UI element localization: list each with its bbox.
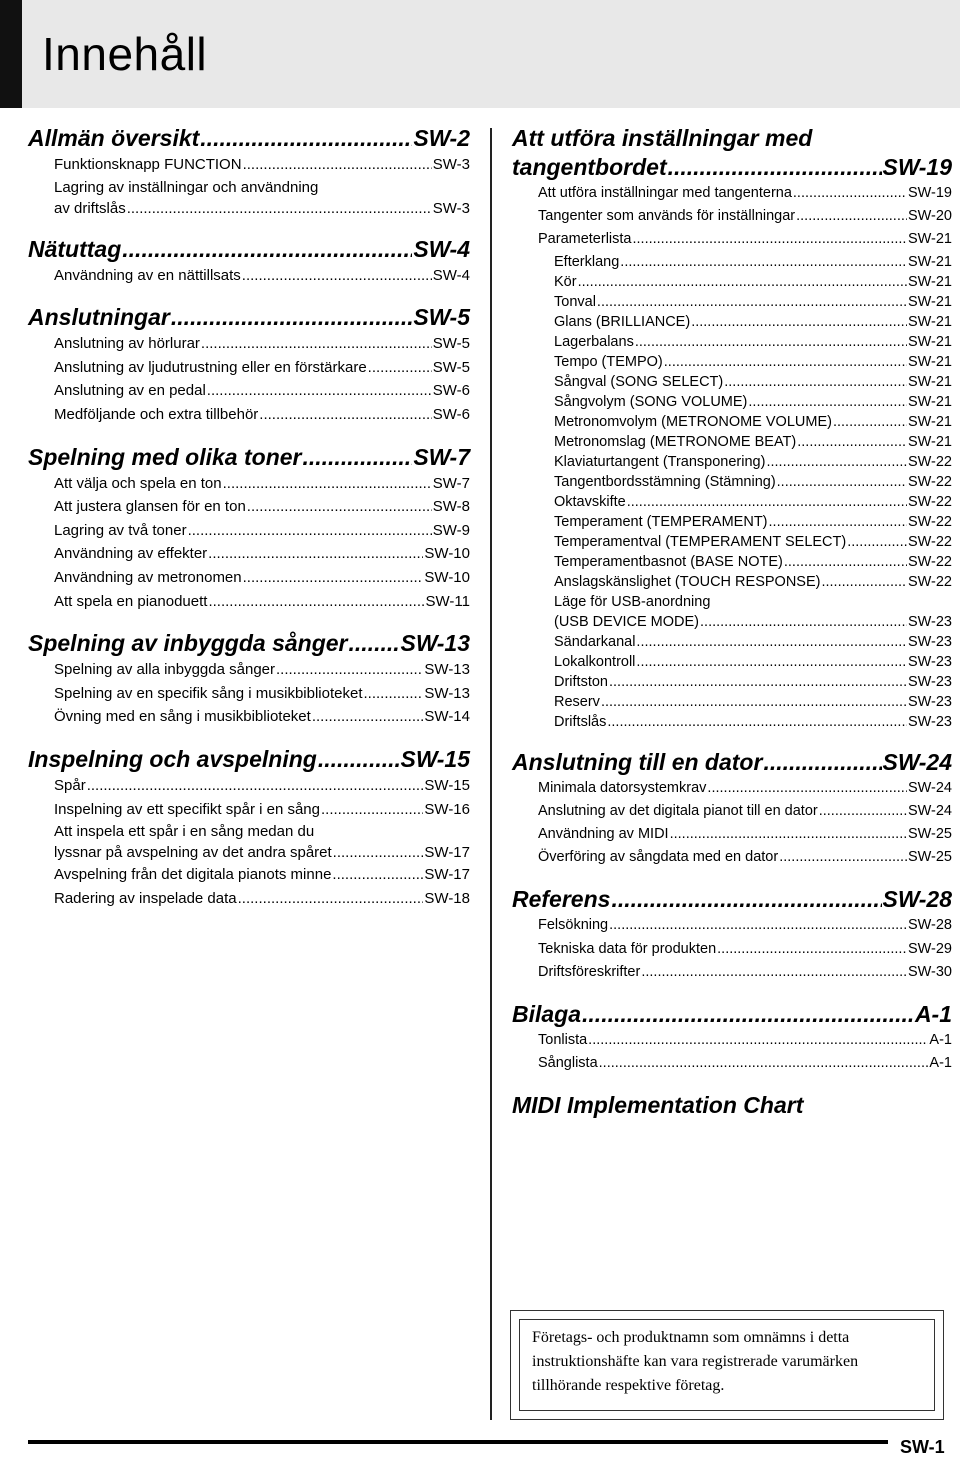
toc-entry[interactable] [512,938,952,961]
toc-left-column [28,124,470,910]
toc-entry[interactable] [28,863,470,887]
entry-page: SW-5 [432,358,470,376]
entry-page: SW-5 [432,335,470,353]
section-page: A-1 [914,1001,952,1028]
entry-page: SW-21 [907,433,952,450]
toc-entry[interactable] [28,821,470,863]
entry-page: SW-13 [424,684,470,702]
entry-label: Driftslås [554,713,607,730]
toc-subentry[interactable] [512,692,952,712]
section-title: Referens [512,886,611,913]
entry-label: Minimala datorsystemkrav [538,779,707,796]
toc-entry[interactable] [28,705,470,729]
entry-label-cont: lyssnar på avspelning av det andra spåret [54,844,332,862]
entry-page: SW-23 [907,613,952,630]
entry-label: Tangentbordsstämning (Stämning) [554,473,776,490]
toc-subentry[interactable] [512,512,952,532]
entry-page: SW-15 [424,776,470,794]
entry-page: SW-14 [424,708,470,726]
entry-page: SW-22 [907,493,952,510]
toc-section-heading[interactable] [512,748,952,777]
toc-subentry[interactable] [512,312,952,332]
entry-label: Att utföra inställningar med tangenterna [538,185,792,201]
toc-entry[interactable] [28,519,470,543]
entry-label: Övning med en sång i musikbiblioteket [54,708,311,726]
entry-page: SW-9 [432,521,470,539]
entry-page: SW-13 [424,661,470,679]
toc-subentry[interactable] [512,632,952,652]
toc-entry[interactable] [28,774,470,798]
entry-page: SW-7 [432,474,470,492]
toc-entry[interactable] [512,777,952,800]
entry-label: Temperamentval (TEMPERAMENT SELECT) [554,533,847,550]
toc-subentry[interactable] [512,432,952,452]
entry-label: Efterklang [554,253,620,270]
toc-entry[interactable] [28,177,470,219]
entry-page: SW-21 [907,253,952,270]
entry-label: Glans (BRILLIANCE) [554,313,691,330]
entry-page: SW-21 [907,313,952,330]
entry-page: SW-6 [432,405,470,423]
entry-page: A-1 [929,1032,952,1049]
entry-page: SW-4 [432,266,470,284]
entry-page: SW-3 [432,156,470,173]
entry-label-cont: av driftslås [54,199,126,217]
toc-section-heading[interactable] [28,443,470,472]
entry-label: Spår [54,776,86,794]
toc-entry[interactable] [28,153,470,177]
entry-label: Kör [554,273,577,290]
section-page: SW-5 [413,304,470,331]
toc-entry[interactable] [28,264,470,288]
section-page: SW-7 [413,443,470,470]
entry-label: Användning av MIDI [538,826,669,843]
toc-section-heading[interactable] [28,745,470,774]
entry-page: SW-22 [907,573,952,590]
entry-page: SW-25 [907,849,952,866]
entry-label: Tekniska data för produkten [538,940,717,957]
toc-entry[interactable] [512,914,952,937]
toc-subentry[interactable] [512,332,952,352]
entry-page: SW-17 [424,844,470,862]
entry-page: SW-8 [432,498,470,516]
entry-page: SW-11 [425,592,470,610]
entry-page: SW-21 [907,231,952,248]
toc-section-heading[interactable] [512,1091,952,1120]
toc-subentry[interactable] [512,292,952,312]
entry-page: SW-21 [907,393,952,410]
section-page: SW-28 [882,886,952,913]
entry-page: SW-21 [907,353,952,370]
toc-entry[interactable] [28,887,470,911]
section-title: Anslutning till en dator [512,748,763,775]
entry-label: Metronomslag (METRONOME BEAT) [554,433,797,450]
entry-label: Spelning av alla inbyggda sånger [54,661,275,679]
header-accent-bar [0,0,22,108]
entry-page: SW-23 [907,673,952,690]
entry-label: Funktionsknapp FUNCTION [54,156,242,173]
toc-subentry[interactable] [512,532,952,552]
column-divider [490,128,492,1420]
toc-subentry[interactable] [512,492,952,512]
entry-page: SW-21 [907,273,952,290]
entry-label: Sångval (SONG SELECT) [554,373,724,390]
section-title: Att utföra inställningar med [512,125,813,151]
toc-entry[interactable] [28,566,470,590]
entry-label: Klaviaturtangent (Transponering) [554,453,766,470]
toc-entry[interactable] [28,472,470,496]
toc-entry[interactable] [512,1052,952,1075]
toc-entry[interactable] [512,228,952,251]
toc-section-heading[interactable] [512,885,952,914]
toc-subentry[interactable] [512,412,952,432]
toc-section-heading[interactable] [28,629,470,658]
entry-page: SW-23 [907,693,952,710]
trademark-notice-text: Företags- och produktnamn som omnämns i detta instruktionshäfte kan vara registrerade varumärken tillhörande respektive företag. [519,1319,935,1411]
entry-label: Tonlista [538,1032,588,1049]
section-title: Nätuttag [28,235,122,262]
page-title: Innehåll [42,28,208,80]
entry-page: SW-29 [907,940,952,957]
entry-page: SW-23 [907,633,952,650]
entry-label: Parameterlista [538,231,632,248]
toc-subentry[interactable] [512,472,952,492]
page-header [0,0,960,108]
toc-entry[interactable] [512,205,952,228]
entry-label: Anslutning av en pedal [54,382,206,400]
entry-label: Överföring av sångdata med en dator [538,849,779,866]
entry-label-cont: (USB DEVICE MODE) [554,613,700,630]
section-page: SW-24 [882,748,952,775]
toc-subentry[interactable] [512,452,952,472]
entry-page: SW-21 [907,373,952,390]
entry-page: SW-20 [907,208,952,225]
entry-page: SW-30 [907,963,952,980]
toc-section-heading[interactable] [512,124,952,182]
section-title: Anslutningar [28,304,170,331]
entry-page: SW-21 [907,293,952,310]
entry-label: Lokalkontroll [554,653,636,670]
entry-label: Anslutning av ljudutrustning eller en förstärkare [54,358,367,376]
toc-entry[interactable] [512,846,952,869]
toc-entry[interactable] [512,800,952,823]
entry-page: SW-10 [424,568,470,586]
entry-page: SW-22 [907,533,952,550]
toc-subentry[interactable] [512,652,952,672]
toc-entry[interactable] [28,798,470,822]
entry-label: Lagring av inställningar och användning [54,178,319,196]
toc-entry[interactable] [28,379,470,403]
toc-entry[interactable] [28,495,470,519]
entry-label: Att justera glansen för en ton [54,498,246,516]
toc-section-heading[interactable] [28,303,470,332]
toc-subentry[interactable] [512,252,952,272]
entry-label: Anslutning av hörlurar [54,335,200,353]
entry-page: SW-19 [907,185,952,201]
toc-subentry[interactable] [512,572,952,592]
entry-label: Användning av metronomen [54,568,242,586]
section-page: SW-4 [413,235,470,262]
entry-label: Lagring av två toner [54,521,187,539]
entry-page: SW-22 [907,553,952,570]
toc-subentry[interactable] [512,372,952,392]
toc-right-column [512,124,952,1120]
section-page: SW-2 [413,125,470,151]
entry-label: Driftston [554,673,608,690]
entry-page: SW-16 [424,800,470,818]
toc-subentry[interactable] [512,392,952,412]
entry-page: SW-24 [907,802,952,819]
toc-subentry[interactable] [512,272,952,292]
toc-entry[interactable] [28,682,470,706]
entry-page: SW-25 [907,826,952,843]
entry-label: Spelning av en specifik sång i musikbiblioteket [54,684,363,702]
section-title-cont: tangentbordet [512,154,667,180]
entry-page: SW-21 [907,333,952,350]
entry-label: Medföljande och extra tillbehör [54,405,259,423]
entry-page: SW-28 [907,917,952,934]
entry-label: Lagerbalans [554,333,634,350]
toc-section-heading[interactable] [28,235,470,264]
section-title: Inspelning och avspelning [28,745,317,772]
section-page: SW-13 [400,630,470,657]
entry-label: Att spela en pianoduett [54,592,208,610]
entry-label: Radering av inspelade data [54,889,237,907]
toc-entry[interactable] [28,332,470,356]
entry-page: SW-22 [907,473,952,490]
entry-label: Driftsföreskrifter [538,963,641,980]
entry-label: Sånglista [538,1055,598,1072]
toc-entry[interactable] [28,590,470,614]
section-title: MIDI Implementation Chart [512,1092,804,1119]
toc-entry[interactable] [512,961,952,984]
entry-label: Metronomvolym (METRONOME VOLUME) [554,413,832,430]
entry-label: Tangenter som används för inställningar [538,208,796,225]
entry-page: SW-23 [907,713,952,730]
entry-page: SW-22 [907,453,952,470]
entry-label: Användning av en nättillsats [54,266,241,284]
entry-label: Reserv [554,693,600,710]
section-title: Spelning av inbyggda sånger [28,630,348,657]
entry-label: Avspelning från det digitala pianots minne [54,866,332,884]
entry-label: Anslagskänslighet (TOUCH RESPONSE) [554,573,821,590]
entry-page: SW-10 [424,545,470,563]
footer-rule [28,1440,888,1444]
entry-label: Att inspela ett spår i en sång medan du [54,823,315,841]
toc-subentry[interactable] [512,712,952,732]
trademark-notice-box [510,1310,944,1420]
entry-page: SW-6 [432,382,470,400]
entry-label: Sångvolym (SONG VOLUME) [554,393,748,410]
entry-label: Tempo (TEMPO) [554,353,663,370]
entry-label: Oktavskifte [554,493,626,510]
toc-entry[interactable] [512,1029,952,1052]
entry-label: Temperament (TEMPERAMENT) [554,513,768,530]
section-title: Spelning med olika toner [28,443,302,470]
entry-label: Felsökning [538,917,609,934]
entry-page: SW-23 [907,653,952,670]
page-number: SW-1 [900,1437,945,1457]
toc-section-heading[interactable] [28,124,470,153]
toc-entry[interactable] [28,403,470,427]
toc-entry[interactable] [28,658,470,682]
entry-page: SW-3 [432,199,470,217]
section-title: Allmän översikt [28,125,200,151]
section-title: Bilaga [512,1001,582,1028]
entry-label: Att välja och spela en ton [54,474,222,492]
toc-entry[interactable] [512,182,952,205]
toc-entry[interactable] [512,823,952,846]
entry-page: SW-18 [424,889,470,907]
entry-label: Sändarkanal [554,633,636,650]
entry-label: Användning av effekter [54,545,208,563]
entry-page: SW-22 [907,513,952,530]
entry-label: Inspelning av ett specifikt spår i en sång [54,800,320,818]
entry-page: SW-21 [907,413,952,430]
toc-section-heading[interactable] [512,1000,952,1029]
entry-label: Tonval [554,293,596,310]
toc-subentry[interactable] [512,552,952,572]
entry-label: Läge för USB-anordning [554,593,711,610]
entry-page: SW-17 [424,866,470,884]
section-page: SW-15 [400,745,470,772]
toc-entry[interactable] [28,356,470,380]
toc-entry[interactable] [28,542,470,566]
entry-page: A-1 [929,1055,952,1072]
toc-subentry[interactable] [512,592,952,632]
toc-subentry[interactable] [512,672,952,692]
toc-subentry[interactable] [512,352,952,372]
entry-label: Anslutning av det digitala pianot till en dator [538,802,818,819]
section-page: SW-19 [882,154,952,180]
entry-label: Temperamentbasnot (BASE NOTE) [554,553,783,570]
entry-page: SW-24 [907,779,952,796]
